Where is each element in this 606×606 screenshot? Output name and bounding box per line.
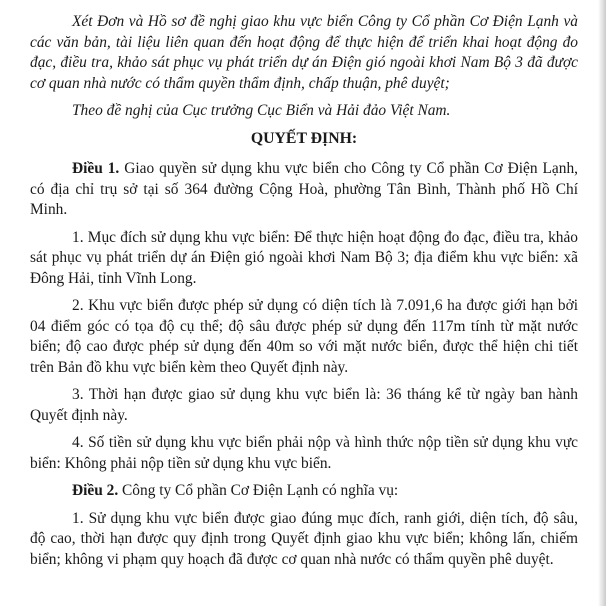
article-1-item-2: 2. Khu vực biển được phép sử dụng có diện tích là 7.091,6 ha được giới hạn bởi 04 điểm góc có tọa độ cụ thể; độ sâu được phép sử dụng đến 117m tính từ mặt nước biển; độ cao được phép sử dụng đến 40m so với mặt nước biển, được thể hiện chi tiết trên Bản đồ khu vực biển kèm theo Quyết định này. (30, 297, 578, 376)
article-2-item-1: 1. Sử dụng khu vực biển được giao đúng mục đích, ranh giới, diện tích, độ sâu, độ cao, thời hạn được quy định trong Quyết định giao khu vực biển; không lấn, chiếm biển; không vi phạm quy hoạch đã được cơ quan nhà nước có thẩm quyền phê duyệt. (30, 509, 578, 568)
article-1-item-3: 3. Thời hạn được giao sử dụng khu vực biển là: 36 tháng kể từ ngày ban hành Quyết định này. (30, 386, 578, 424)
decision-title: QUYẾT ĐỊNH: (250, 129, 358, 147)
article-1-paragraph (30, 159, 578, 221)
article-2-label: Điều 2. (72, 482, 119, 499)
article-2-paragraph (30, 481, 578, 502)
article-1-item-4: 4. Số tiền sử dụng khu vực biển phải nộp và hình thức nộp tiền sử dụng khu vực biển: Không phải nộp tiền sử dụng khu vực biển. (30, 434, 578, 472)
article-1-label: Điều 1. (72, 160, 120, 177)
document-body (30, 12, 578, 577)
article-1-text: Giao quyền sử dụng khu vực biển cho Công ty Cổ phần Cơ Điện Lạnh, có địa chỉ trụ sở tại số 364 đường Cộng Hoà, phường Tân Bình, Thành phố Hồ Chí Minh. (30, 160, 578, 218)
preamble-paragraph-2: Theo đề nghị của Cục trưởng Cục Biển và Hải đảo Việt Nam. (72, 102, 451, 119)
article-2-text: Công ty Cổ phần Cơ Điện Lạnh có nghĩa vụ: (118, 482, 399, 499)
article-1-item-1: 1. Mục đích sử dụng khu vực biển: Để thực hiện hoạt động đo đạc, điều tra, khảo sát phục vụ phát triển dự án Điện gió ngoài khơi Nam Bộ 3; địa điểm khu vực biển: xã Đông Hải, tỉnh Vĩnh Long. (30, 228, 578, 287)
preamble-paragraph-1: Xét Đơn và Hồ sơ đề nghị giao khu vực biển Công ty Cổ phần Cơ Điện Lạnh và các văn bản, tài liệu liên quan đến hoạt động để thực hiện để triển khai hoạt động đo đạc, điều tra, khảo sát phục vụ phát triển dự án Điện gió ngoài khơi Nam Bộ 3 đã được cơ quan nhà nước có thẩm quyền thẩm định, chấp thuận, phê duyệt; (30, 13, 578, 92)
page-edge-shadow (598, 0, 606, 606)
